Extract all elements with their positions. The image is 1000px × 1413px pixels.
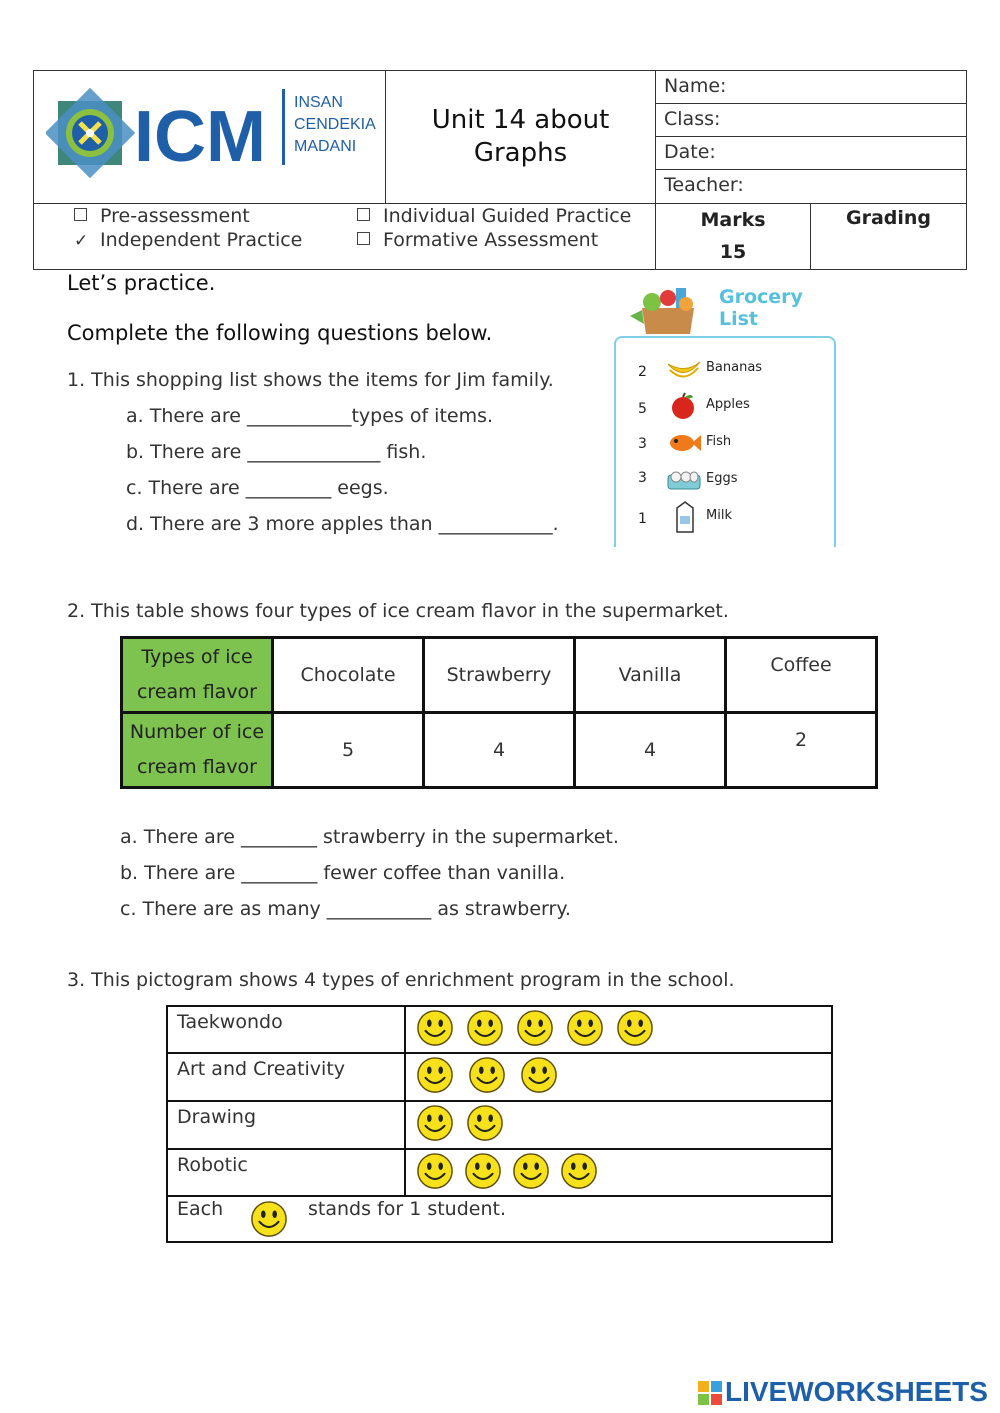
apple-icon (669, 392, 699, 420)
pictogram-row (168, 1150, 831, 1197)
smiley-icon (466, 1104, 504, 1146)
page-title-line-1: Unit 14 about (431, 105, 610, 135)
worksheet-header (33, 70, 967, 270)
pictogram-table (166, 1005, 833, 1243)
count-cell: 2 (726, 713, 877, 788)
key-suffix: stands for 1 student. (308, 1198, 506, 1220)
pictogram-row (168, 1007, 831, 1054)
teacher-field[interactable]: Teacher: (656, 170, 966, 204)
checkmark-icon: ✓ (74, 231, 89, 251)
grocery-item-apples: Apples (706, 397, 750, 412)
grocery-bag-icon (624, 286, 708, 336)
smiley-icon (416, 1152, 454, 1194)
q1-item-c[interactable]: c. There are _________ eegs. (126, 477, 389, 499)
eggs-icon (666, 467, 702, 493)
liveworksheets-logo-icon (697, 1380, 723, 1406)
pictogram-label: Art and Creativity (168, 1054, 406, 1100)
flavor-cell: Coffee (726, 638, 877, 713)
grocery-count-fish: 3 (638, 436, 647, 452)
icm-logo (46, 79, 386, 189)
key-prefix: Each (177, 1198, 224, 1220)
count-cell: 4 (424, 713, 575, 788)
smiley-icon (516, 1009, 554, 1051)
pictogram-row (168, 1102, 831, 1150)
marks-value: 15 (719, 241, 747, 263)
smiley-icon (566, 1009, 604, 1051)
instruction-heading: Complete the following questions below. (67, 321, 493, 345)
name-field[interactable]: Name: (656, 71, 966, 104)
title-cell (386, 71, 656, 204)
smiley-icon (468, 1056, 506, 1098)
grocery-item-fish: Fish (706, 434, 732, 449)
grocery-count-bananas: 2 (638, 364, 647, 380)
milk-icon (672, 500, 698, 534)
pictogram-label: Drawing (168, 1102, 406, 1148)
date-field[interactable]: Date: (656, 137, 966, 170)
q2-item-b[interactable]: b. There are ________ fewer coffee than vanilla. (120, 862, 566, 884)
smiley-icon (464, 1152, 502, 1194)
page-title-line-2: Graphs (473, 138, 568, 168)
pictogram-label: Taekwondo (168, 1007, 406, 1052)
flavor-cell: Strawberry (424, 638, 575, 713)
q1-item-b[interactable]: b. There are ______________ fish. (126, 441, 427, 463)
grocery-count-eggs: 3 (638, 470, 647, 486)
fish-icon (666, 430, 702, 456)
grocery-count-milk: 1 (638, 511, 647, 527)
checkbox-formative-assessment[interactable]: Formative Assessment (357, 229, 598, 251)
smiley-icon (416, 1056, 454, 1098)
smiley-icon (416, 1009, 454, 1051)
q2-item-c[interactable]: c. There are as many ___________ as strawberry. (120, 898, 571, 920)
grocery-item-bananas: Bananas (706, 360, 763, 375)
flavor-cell: Chocolate (273, 638, 424, 713)
logo-name-line-2: CENDEKIA (294, 116, 376, 133)
pictogram-key-row (168, 1197, 831, 1241)
smiley-icon (616, 1009, 654, 1051)
empty-checkbox-icon (74, 208, 87, 221)
q3-prompt: 3. This pictogram shows 4 types of enrichment program in the school. (67, 969, 735, 991)
row-header-number: Number of ice cream flavor (122, 713, 273, 788)
row-header-types: Types of ice cream flavor (122, 638, 273, 713)
checkbox-independent-practice[interactable]: ✓ Independent Practice (74, 229, 303, 251)
smiley-icon (416, 1104, 454, 1146)
q1-prompt: 1. This shopping list shows the items for Jim family. (67, 369, 554, 391)
logo-emblem-icon (46, 88, 135, 179)
smiley-icon (520, 1056, 558, 1098)
pictogram-row (168, 1054, 831, 1102)
table-row (122, 638, 877, 713)
ice-cream-table (120, 636, 878, 789)
q2-prompt: 2. This table shows four types of ice cream flavor in the supermarket. (67, 600, 729, 622)
checkbox-pre-assessment[interactable]: Pre-assessment (74, 205, 250, 227)
table-row (122, 713, 877, 788)
marks-cell (656, 204, 811, 269)
lets-practice-heading: Let’s practice. (67, 271, 216, 295)
q2-item-a[interactable]: a. There are ________ strawberry in the supermarket. (120, 826, 619, 848)
liveworksheets-wordmark: LIVEWORKSHEETS (725, 1376, 988, 1407)
banana-icon (666, 358, 702, 382)
class-field[interactable]: Class: (656, 104, 966, 137)
empty-checkbox-icon (357, 232, 370, 245)
marks-label: Marks (700, 209, 766, 231)
grocery-item-milk: Milk (706, 508, 732, 523)
count-cell: 4 (575, 713, 726, 788)
pictogram-label: Robotic (168, 1150, 406, 1195)
key-smiley-icon (250, 1200, 288, 1242)
logo-name-line-3: MADANI (294, 138, 357, 155)
student-info-cell (656, 71, 966, 204)
grocery-item-eggs: Eggs (706, 471, 738, 486)
count-cell: 5 (273, 713, 424, 788)
q1-item-d[interactable]: d. There are 3 more apples than ____________. (126, 513, 559, 535)
grading-label: Grading (845, 207, 932, 229)
logo-abbrev: ICM (134, 97, 266, 177)
logo-cell (34, 71, 386, 204)
q1-item-a[interactable]: a. There are ___________types of items. (126, 405, 494, 427)
grocery-count-apples: 5 (638, 401, 647, 417)
smiley-icon (512, 1152, 550, 1194)
flavor-cell: Vanilla (575, 638, 726, 713)
logo-name-line-1: INSAN (294, 94, 343, 111)
smiley-icon (560, 1152, 598, 1194)
empty-checkbox-icon (357, 208, 370, 221)
grocery-title: Grocery List (719, 286, 803, 330)
grading-cell[interactable] (811, 204, 966, 269)
grocery-list-image (612, 284, 838, 547)
assessment-type-cell (34, 204, 656, 269)
smiley-icon (466, 1009, 504, 1051)
checkbox-individual-guided-practice[interactable]: Individual Guided Practice (357, 205, 631, 227)
